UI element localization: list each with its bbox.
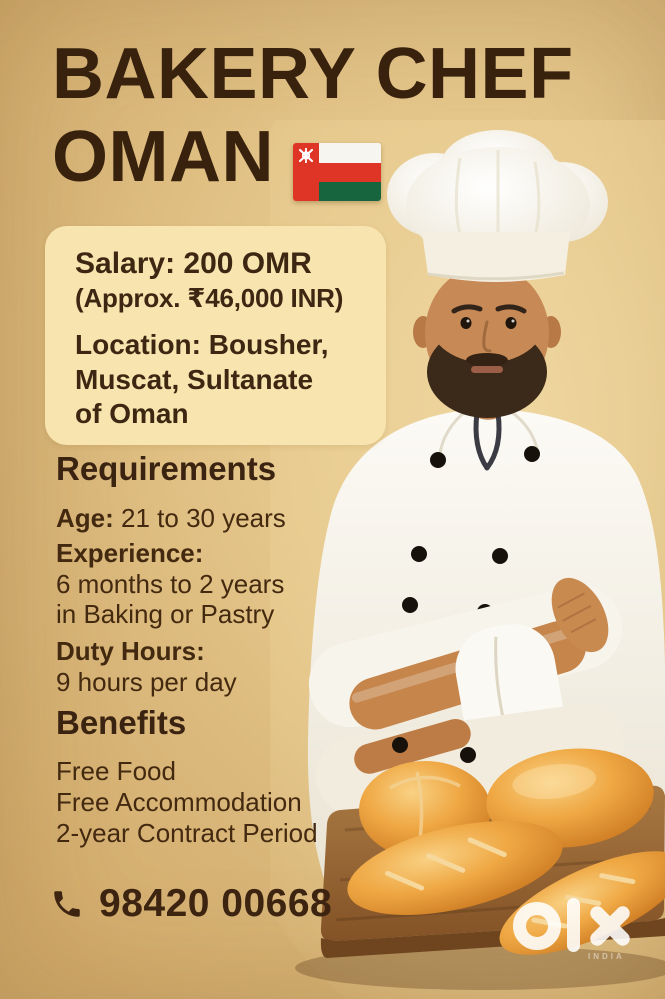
requirement-duty-label <box>56 638 205 664</box>
flag-stripe-red <box>319 163 381 182</box>
phone-number: 98420 00668 <box>99 882 333 925</box>
salary-location-panel <box>45 226 386 445</box>
benefit-item: Free Accommodation <box>56 787 302 817</box>
requirement-experience-line1: 6 months to 2 years <box>56 569 285 599</box>
phone-icon <box>50 887 84 921</box>
location-line1: Location: Bousher, <box>75 329 329 361</box>
experience-label: Experience: <box>56 538 204 568</box>
requirements-heading: Requirements <box>56 450 277 487</box>
age-value: 21 to 30 years <box>121 503 286 533</box>
poster-title-line2: OMAN <box>52 117 274 197</box>
benefits-heading: Benefits <box>56 704 187 741</box>
oman-emblem-icon <box>296 146 316 168</box>
requirement-age <box>56 505 286 531</box>
location-line3: of Oman <box>75 398 189 430</box>
requirement-experience-line2: in Baking or Pastry <box>56 599 275 629</box>
salary-approx-line: (Approx. ₹46,000 INR) <box>75 282 344 313</box>
olx-country-label: INDIA <box>588 952 625 961</box>
salary-line: Salary: 200 OMR <box>75 247 312 280</box>
requirement-experience-label <box>56 540 203 566</box>
flag-stripe-green <box>319 182 381 201</box>
location-line2: Muscat, Sultanate <box>75 363 314 395</box>
benefit-item: 2-year Contract Period <box>56 818 318 848</box>
benefit-item: Free Food <box>56 756 176 786</box>
flag-stripe-white <box>319 143 381 163</box>
olx-logo <box>520 898 633 952</box>
age-label: Age: <box>56 503 114 533</box>
duty-hours-label: Duty Hours: <box>56 636 205 666</box>
requirement-duty-value: 9 hours per day <box>56 667 237 697</box>
poster-title-line1: BAKERY CHEF <box>52 34 574 114</box>
olx-watermark <box>505 889 650 963</box>
oman-flag-icon <box>293 143 381 201</box>
contact-phone-row <box>50 884 332 923</box>
